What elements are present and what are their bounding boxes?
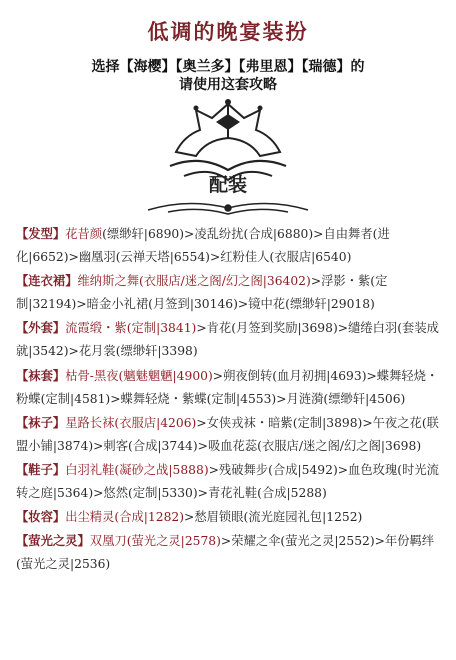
- list-item: [16, 505, 446, 529]
- category-label: 【发型】: [16, 226, 66, 241]
- category-label: 【萤光之灵】: [16, 533, 90, 549]
- category-label: 【连衣裙】: [16, 273, 78, 289]
- category-label: 【妆容】: [16, 509, 66, 525]
- top-item: 维纳斯之舞(衣服店/迷之阁/幻之阁|36402): [77, 274, 311, 289]
- category-label: 【外套】: [16, 320, 66, 336]
- top-item: 枯骨-黑夜(魑魅魍魉|4900): [65, 368, 213, 383]
- top-item: 双凰刀(萤光之灵|2578): [89, 534, 221, 549]
- divider-ornament-icon: [128, 196, 328, 218]
- list-item: [16, 364, 446, 411]
- section-title: 配装: [208, 174, 247, 196]
- list-item: [16, 529, 446, 576]
- alternatives: >荣耀之伞(萤光之灵|2552)>年份羁绊(萤光之灵|2536): [16, 534, 435, 572]
- page-subtitle: [0, 58, 456, 94]
- top-item: 出尘精灵(合成|1282): [65, 510, 185, 525]
- list-item: [16, 458, 446, 505]
- alternatives: >女侠戎袜・暗紫(定制|3898)>午夜之花(联盟小铺|3874)>刺客(合成|3744)>吸血花蕊(衣服店/迷之阁/幻之阁|3698): [16, 415, 439, 453]
- category-label: 【袜套】: [16, 367, 66, 383]
- category-label: 【鞋子】: [16, 461, 66, 477]
- alternatives: >浮影・紫(定制|32194)>暗金小礼裙(月签到|30146)>镜中花(缥缈轩|29018): [16, 274, 388, 312]
- outfit-list: [16, 222, 446, 576]
- subtitle-line-1: 选择【海樱】【奥兰多】【弗里恩】【瑞德】的: [91, 59, 365, 75]
- list-item: [16, 411, 446, 458]
- alternatives: >朔夜倒转(血月初拥|4693)>蝶舞轻烧・粉蝶(定制|4581)>蝶舞轻烧・紫蝶(定制|4553)>月涟漪(缥缈轩|4506): [16, 368, 439, 406]
- top-item: 白羽礼鞋(凝砂之战|5888): [65, 462, 209, 477]
- alternatives: >愁眉锁眼(流光庭园礼包|1252): [184, 510, 363, 525]
- top-item: 花昔颜: [65, 227, 103, 241]
- alternatives: >肯花(月签到奖励|3698)>缱绻白羽(套装成就|3542)>花月裳(缥缈轩|3398): [16, 321, 439, 359]
- alternatives: >残破舞步(合成|5492)>血色玫瑰(时光流转之庭|5364)>悠然(定制|5330)>青花礼鞋(合成|5288): [16, 462, 439, 501]
- subtitle-line-2: 请使用这套攻略: [179, 77, 277, 93]
- list-item: [16, 269, 446, 316]
- page-title: 低调的晚宴装扮: [147, 19, 309, 44]
- category-label: 【袜子】: [16, 414, 66, 430]
- top-item: 流霞缎・紫(定制|3841): [65, 321, 197, 336]
- list-item: [16, 222, 446, 269]
- list-item: [16, 316, 446, 363]
- alternatives: (缥缈轩|6890)>凌乱纷扰(合成|6880)>自由舞者(进化|6652)>幽凰羽(云禅天塔|6554)>红粉佳人(衣服店|6540): [16, 227, 390, 265]
- top-item: 星路长袜(衣服店|4206): [65, 415, 197, 430]
